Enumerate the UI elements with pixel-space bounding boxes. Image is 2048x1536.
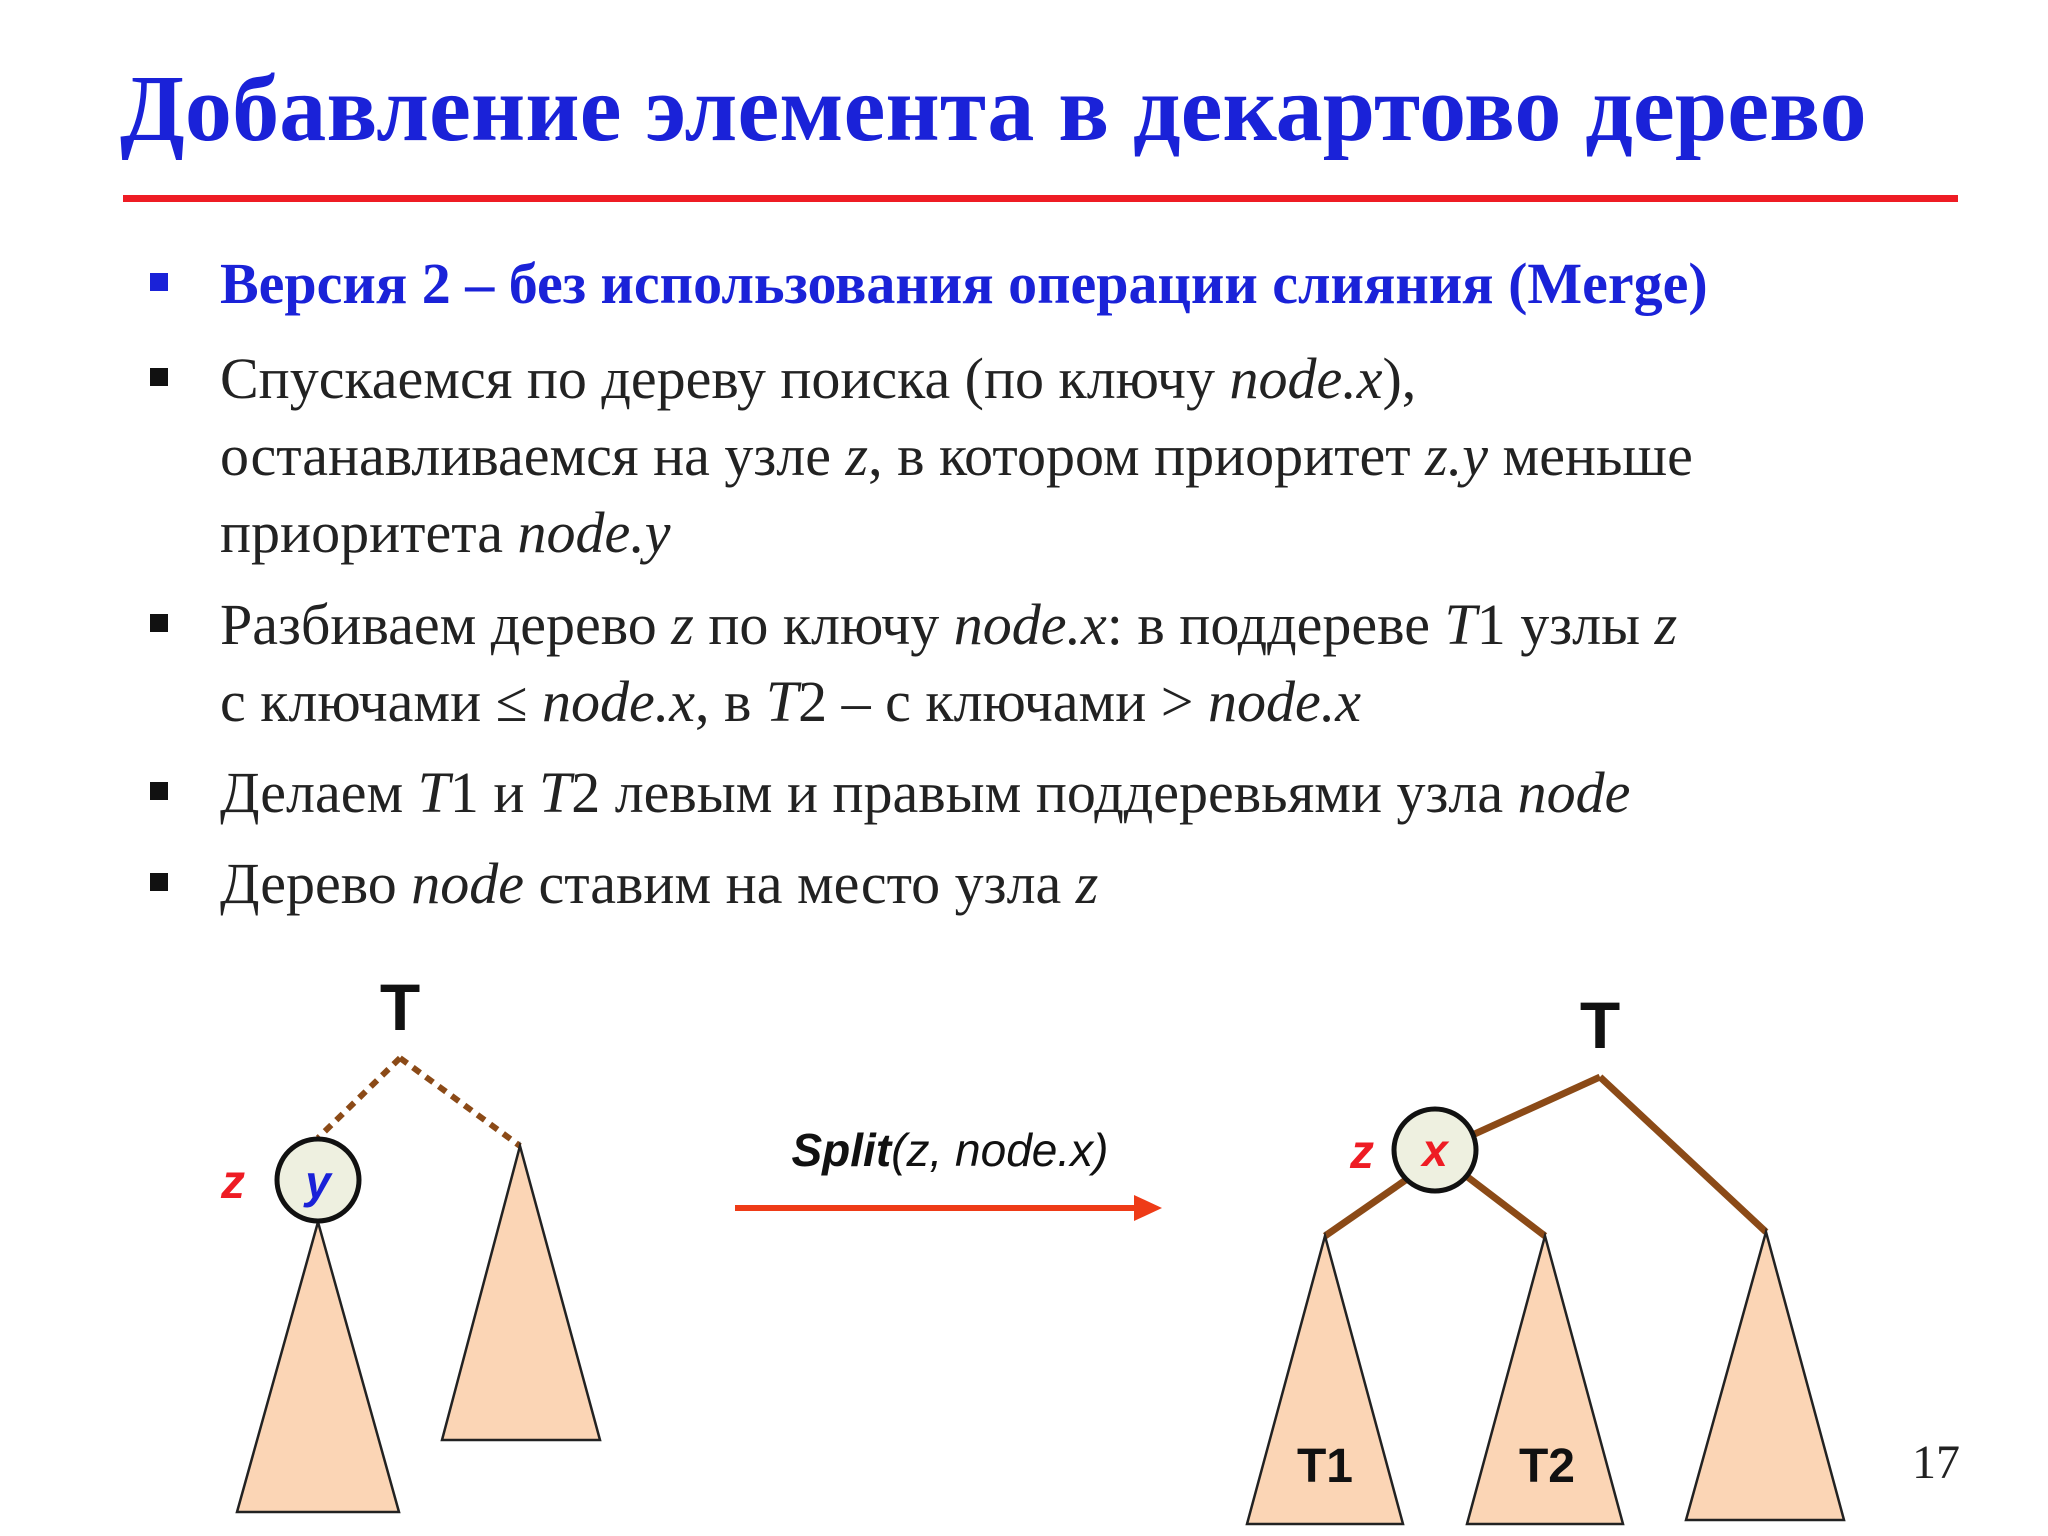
split-operation-label: Split(z, node.x) <box>791 1124 1109 1176</box>
text-run: останавливаемся на узле <box>220 423 846 488</box>
text-run: ), <box>1382 346 1417 411</box>
text-run: Версия 2 – без использования операции слияния (Merge) <box>220 251 1708 316</box>
text-run: Дерево <box>220 851 412 916</box>
right-tree-edge-node-t2 <box>1465 1175 1545 1236</box>
math-term: node.x <box>1229 346 1383 411</box>
text-run: приоритета <box>220 500 518 565</box>
math-term: node.y <box>517 500 671 565</box>
right-tree-edge-node-t1 <box>1325 1177 1410 1236</box>
text-run: : в поддереве <box>1106 592 1445 657</box>
text-run: ставим на место узла <box>524 851 1076 916</box>
math-term: T <box>417 760 450 825</box>
left-tree-right-subtree <box>442 1146 600 1440</box>
math-term: node.x <box>953 592 1107 657</box>
text-run: с ключами ≤ <box>220 669 542 734</box>
left-tree-label: T <box>379 970 421 1044</box>
math-term: z.y <box>1425 423 1488 488</box>
slide-title: Добавление элемента в декартово дерево <box>120 57 1867 161</box>
math-term: z <box>1075 851 1099 916</box>
left-subtree-under-z <box>237 1222 399 1512</box>
text-run: Разбиваем дерево <box>220 592 672 657</box>
math-term: node <box>1517 760 1631 825</box>
text-run: Спускаемся по дереву поиска (по ключу <box>220 346 1230 411</box>
math-term: node <box>411 851 524 916</box>
math-term: node.x <box>1208 669 1361 734</box>
right-tree-edge-root-right <box>1600 1077 1766 1232</box>
left-node-label: z <box>221 1156 245 1209</box>
math-term: T <box>1444 592 1477 657</box>
subtree-t1-label: T1 <box>1296 1440 1354 1493</box>
split-arrow-head <box>1134 1195 1162 1221</box>
text-run: по ключу <box>693 592 954 657</box>
text-run: 1 узлы <box>1476 592 1655 657</box>
math-term: z <box>671 592 694 657</box>
math-term: node.x <box>541 669 695 734</box>
math-term: T <box>538 760 572 825</box>
text-run: 1 и <box>449 760 539 825</box>
subtree-t2-label: T2 <box>1518 1440 1576 1493</box>
left-node-value: y <box>305 1156 331 1208</box>
left-tree-dashed-edge-right <box>400 1058 520 1146</box>
text-run: меньше <box>1487 423 1693 488</box>
right-node-value: x <box>1422 1124 1448 1176</box>
text-run: 2 левым и правым поддеревьями узла <box>571 760 1518 825</box>
math-term: z <box>1654 592 1678 657</box>
math-term: z <box>845 423 869 488</box>
left-tree-dashed-edge-left <box>318 1058 400 1138</box>
right-tree-right-subtree <box>1686 1232 1844 1520</box>
text-run: 2 – с ключами > <box>798 669 1208 734</box>
right-node-label: z <box>1350 1126 1374 1179</box>
right-tree <box>1247 988 1844 1524</box>
left-tree <box>220 970 600 1512</box>
text-run: Делаем <box>220 760 418 825</box>
page-number: 17 <box>1912 1436 1960 1489</box>
right-tree-label: T <box>1579 988 1621 1062</box>
math-term: T <box>765 669 799 734</box>
text-run: , в <box>694 669 766 734</box>
text-run: , в котором приоритет <box>868 423 1426 488</box>
split-operation <box>735 1124 1162 1221</box>
